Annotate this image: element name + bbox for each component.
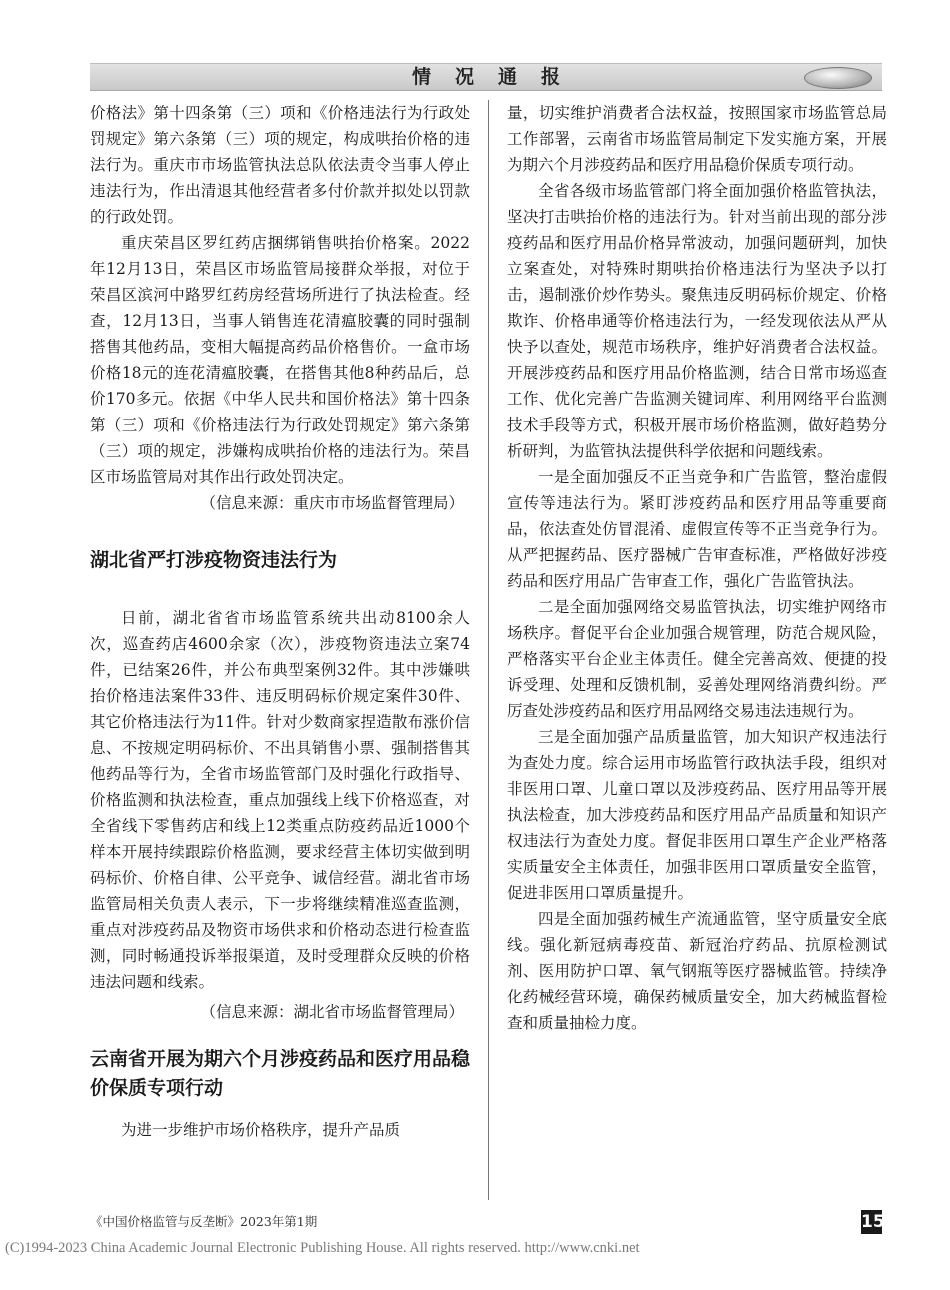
copyright-notice: (C)1994-2023 China Academic Journal Electronic Publishing House. All rights reserved. http://www.cnki.net — [5, 1240, 640, 1256]
paragraph: 量，切实维护消费者合法权益，按照国家市场监管总局工作部署，云南省市场监管局制定下发实施方案，开展为期六个月涉疫药品和医疗用品稳价保质专项行动。 — [507, 104, 887, 174]
paragraph: 全省各级市场监管部门将全面加强价格监管执法，坚决打击哄抬价格的违法行为。针对当前出现的部分涉疫药品和医疗用品价格异常波动，加强问题研判，加快立案查处，对特殊时期哄抬价格违法行为坚决予以打击，遏制涨价炒作势头。聚焦违反明码标价规定、价格欺诈、价格串通等价格违法行为，一经发现依法从严从快予以查处，规范市场秩序，维护好消费者合法权益。开展涉疫药品和医疗用品价格监测，结合日常市场巡查工作、优化完善广告监测关键词库、利用网络平台监测技术手段等方式，积极开展市场价格监测，做好趋势分析研判，为监管执法提供科学依据和问题线索。 — [507, 182, 887, 460]
paragraph: 价格法》第十四条第（三）项和《价格违法行为行政处罚规定》第六条第（三）项的规定，构成哄抬价格的违法行为。重庆市市场监管执法总队依法责令当事人停止违法行为，作出清退其他经营者多付价款并拟处以罚款的行政处罚。 — [90, 104, 470, 226]
paragraph: 四是全面加强药械生产流通监管，坚守质量安全底线。强化新冠病毒疫苗、新冠治疗药品、抗原检测试剂、医用防护口罩、氧气钢瓶等医疗器械监管。持续净化药械经营环境，确保药械质量安全，加大药械监督检查和质量抽检力度。 — [507, 910, 887, 1032]
paragraph: 为进一步维护市场价格秩序，提升产品质 — [121, 1121, 401, 1139]
paragraph: 一是全面加强反不正当竞争和广告监管，整治虚假宣传等违法行为。紧盯涉疫药品和医疗用品等重要商品，依法查处仿冒混淆、虚假宣传等不正当竞争行为。从严把握药品、医疗器械广告审查标准，严格做好涉疫药品和医疗用品广告审查工作，强化广告监管执法。 — [507, 468, 887, 590]
header-oval-ornament-icon — [804, 67, 872, 89]
section-title: 湖北省严打涉疫物资违法行为 — [90, 549, 338, 571]
section-header-bar — [90, 63, 882, 91]
journal-footer: 《中国价格监管与反垄断》2023年第1期 — [90, 1214, 318, 1229]
paragraph: 重庆荣昌区罗红药店捆绑销售哄抬价格案。2022年12月13日，荣昌区市场监管局接群众举报，对位于荣昌区滨河中路罗红药房经营场所进行了执法检查。经查，12月13日，当事人销售连花清瘟胶囊的同时强制搭售其他药品，变相大幅提高药品价格售价。一盒市场价格18元的连花清瘟胶囊，在搭售其他8种药品后，总价170多元。依据《中华人民共和国价格法》第十四条第（三）项和《价格违法行为行政处罚规定》第六条第（三）项的规定，涉嫌构成哄抬价格的违法行为。荣昌区市场监管局对其作出行政处罚决定。 — [90, 234, 470, 486]
paragraph: 二是全面加强网络交易监管执法，切实维护网络市场秩序。督促平台企业加强合规管理，防范合规风险，严格落实平台企业主体责任。健全完善高效、便捷的投诉受理、处理和反馈机制，妥善处理网络消费纠纷。严厉查处涉疫药品和医疗用品网络交易违法违规行为。 — [507, 598, 887, 720]
section-header-title: 情况通报 — [411, 66, 584, 88]
paragraph: 三是全面加强产品质量监管，加大知识产权违法行为查处力度。综合运用市场监管行政执法手段，组织对非医用口罩、儿童口罩以及涉疫药品、医疗用品等开展执法检查，加大涉疫药品和医疗用品产品质量和知识产权违法行为查处力度。督促非医用口罩生产企业严格落实质量安全主体责任，加强非医用口罩质量安全监管，促进非医用口罩质量提升。 — [507, 728, 887, 902]
source-note: （信息来源：湖北省市场监督管理局） — [200, 1003, 464, 1021]
right-column — [507, 100, 887, 1036]
left-column — [90, 100, 470, 1143]
section-title: 云南省开展为期六个月涉疫药品和医疗用品稳价保质专项行动 — [90, 1048, 471, 1099]
source-note: （信息来源：重庆市市场监督管理局） — [200, 494, 464, 512]
paragraph: 日前，湖北省省市场监管系统共出动8100余人次，巡查药店4600余家（次），涉疫物资违法立案74件，已结案26件，并公布典型案例32件。其中涉嫌哄抬价格违法案件33件、违反明码标价规定案件30件、其它价格违法行为11件。针对少数商家捏造散布涨价信息、不按规定明码标价、不出具销售小票、强制搭售其他药品等行为，全省市场监管部门及时强化行政指导、价格监测和执法检查，重点加强线上线下价格巡查，对全省线下零售药店和线上12类重点防疫药品近1000个样本开展持续跟踪价格监测，要求经营主体切实做到明码标价、价格自律、公平竞争、诚信经营。湖北省市场监管局相关负责人表示，下一步将继续精准巡查监测，重点对涉疫药品及物资市场供求和价格动态进行检查监测，同时畅通投诉举报渠道，及时受理群众反映的价格违法问题和线索。 — [90, 609, 470, 991]
column-divider — [488, 100, 489, 1200]
page-number: 15 — [861, 1212, 885, 1232]
